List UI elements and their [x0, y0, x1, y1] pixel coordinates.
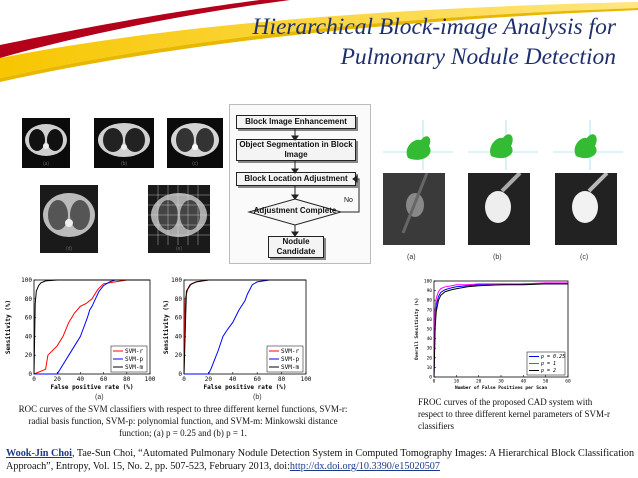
- y-tick-label: 100: [423, 279, 432, 285]
- flow-step-enhancement: Block Image Enhancement: [236, 115, 356, 129]
- x-tick-label: 0: [182, 376, 186, 383]
- ct-label-a: (a): [42, 161, 50, 167]
- y-tick-label: 80: [24, 295, 32, 303]
- x-tick-label: 60: [253, 376, 261, 383]
- nodule-blob-icon: [468, 173, 530, 245]
- x-tick-label: 60: [99, 376, 108, 383]
- legend-entry: SVM-r: [281, 348, 300, 355]
- x-tick-label: 40: [520, 379, 527, 385]
- x-tick-label: 0: [32, 376, 36, 383]
- x-tick-label: 40: [229, 376, 237, 383]
- ct-slice-icon: [167, 118, 223, 162]
- x-tick-label: 40: [76, 376, 85, 383]
- y-tick-label: 30: [426, 346, 432, 352]
- ct-slice-icon: [22, 118, 70, 162]
- y-tick-label: 0: [429, 375, 432, 381]
- ct-image-b: [94, 118, 154, 168]
- nodule-ct-a: [383, 173, 445, 245]
- y-tick-label: 70: [426, 308, 432, 314]
- x-tick-label: 80: [277, 376, 286, 383]
- y-tick-label: 80: [174, 295, 182, 303]
- nodule-label-b: (b): [493, 254, 502, 261]
- y-axis-label: Sensitivity (%): [163, 299, 170, 355]
- flow-decision-complete: Adjustment Complete: [253, 206, 337, 215]
- y-tick-label: 20: [426, 356, 432, 362]
- nodule-label-a: (a): [407, 254, 416, 261]
- y-tick-label: 60: [426, 317, 432, 323]
- legend-entry: p = 1: [541, 361, 557, 368]
- ct-slice-icon: [94, 118, 154, 162]
- flow-step-location-adjustment: Block Location Adjustment: [236, 172, 356, 186]
- nodule-3d-a: [407, 136, 431, 160]
- x-tick-label: 100: [144, 376, 156, 383]
- y-tick-label: 10: [426, 365, 432, 371]
- roc-chart-b: [160, 274, 318, 394]
- y-tick-label: 60: [174, 314, 182, 322]
- ct-label-b: (b): [120, 161, 128, 167]
- citation-doi-link[interactable]: http://dx.doi.org/10.3390/e15020507: [289, 461, 440, 472]
- ct-image-a: [22, 118, 70, 168]
- y-tick-label: 90: [426, 289, 432, 295]
- nodule-label-c: (c): [580, 254, 589, 261]
- legend-entry: SVM-m: [281, 364, 300, 371]
- ct-slice-icon: [40, 185, 98, 245]
- nodule-blob-icon: [555, 173, 617, 245]
- flow-no-label: No: [344, 197, 353, 204]
- roc-panel-label-a: (a): [95, 394, 104, 401]
- ct-label-d: (d): [65, 246, 73, 252]
- y-tick-label: 50: [426, 327, 432, 333]
- x-tick-label: 30: [498, 379, 504, 385]
- x-tick-label: 20: [475, 379, 482, 385]
- y-tick-label: 100: [171, 277, 182, 284]
- nodule-ct-c: [555, 173, 617, 245]
- flow-step-segmentation: Object Segmentation in Block Image: [236, 139, 356, 161]
- legend-entry: SVM-p: [281, 356, 300, 363]
- froc-caption: FROC curves of the proposed CAD system with respect to three different kernel parameters of SVM-r classifiers: [418, 397, 611, 431]
- roc-caption: ROC curves of the SVM classifiers with respect to three different kernel functions, SVM-r: radial basis function, SVM-p: polynomial function, and SVM-m: Minkowski distance function; (a) p = 0.25 and (b) p = 1.: [18, 404, 348, 438]
- y-tick-label: 40: [174, 333, 182, 341]
- roc-chart-a: [2, 274, 160, 394]
- ct-label-e: (e): [175, 246, 183, 252]
- x-tick-label: 10: [453, 379, 460, 385]
- x-axis-label: False positive rate (%): [203, 384, 287, 391]
- x-axis-label: False positive rate (%): [50, 384, 134, 391]
- x-tick-label: 100: [300, 376, 312, 383]
- roc-panel-label-b: (b): [253, 394, 262, 401]
- citation-author[interactable]: Wook-Jin Choi: [6, 448, 72, 459]
- title-line-2: Pulmonary Nodule Detection: [340, 44, 616, 70]
- froc-chart: [412, 275, 574, 395]
- legend-entry: SVM-r: [125, 348, 144, 355]
- flow-step-nodule-candidate: Nodule Candidate: [268, 236, 324, 258]
- ct-slice-blocks-icon: [148, 185, 210, 245]
- y-tick-label: 60: [24, 314, 32, 322]
- y-tick-label: 100: [21, 277, 32, 284]
- x-tick-label: 20: [53, 376, 61, 383]
- title-line-1: Hierarchical Block-image Analysis for: [252, 14, 616, 40]
- y-tick-label: 40: [426, 337, 432, 343]
- ct-image-d: [40, 185, 98, 253]
- citation: [6, 447, 636, 473]
- y-tick-label: 0: [28, 371, 32, 378]
- legend-entry: p = 2: [541, 368, 557, 375]
- page-title: [196, 12, 616, 72]
- nodule-ct-b: [468, 173, 530, 245]
- y-tick-label: 20: [174, 352, 182, 360]
- citation-text: , Tae-Sun Choi, “Automated Pulmonary Nodule Detection System in Computed Tomography Images: A Hierarchical Block Classification Approach”, Entropy, Vol. 15, No. 2, pp. 507-523, February 2013, doi:: [6, 448, 635, 472]
- nodule-3d-c: [575, 134, 597, 158]
- x-tick-label: 0: [432, 379, 436, 385]
- x-axis-label: Number of False Positives per Scan: [454, 386, 548, 391]
- legend-entry: p = 0.25: [541, 354, 566, 361]
- nodule-blob-icon: [383, 173, 445, 245]
- nodule-3d-b: [490, 134, 513, 158]
- x-tick-label: 80: [123, 376, 131, 383]
- x-tick-label: 60: [565, 379, 571, 385]
- y-tick-label: 40: [24, 333, 32, 341]
- y-axis-label: Overall Sensitivity (%): [415, 297, 420, 361]
- ct-image-e: [148, 185, 210, 253]
- x-tick-label: 50: [542, 379, 549, 385]
- y-tick-label: 20: [24, 352, 32, 360]
- legend-entry: SVM-p: [125, 356, 144, 363]
- legend-entry: SVM-m: [125, 364, 144, 371]
- y-axis-label: Sensitivity (%): [5, 299, 12, 355]
- ct-label-c: (c): [192, 161, 198, 167]
- nodule-3d-renders: [383, 120, 623, 170]
- ct-image-c: [167, 118, 223, 168]
- y-tick-label: 0: [178, 371, 182, 378]
- y-tick-label: 80: [426, 298, 432, 304]
- x-tick-label: 20: [204, 376, 213, 383]
